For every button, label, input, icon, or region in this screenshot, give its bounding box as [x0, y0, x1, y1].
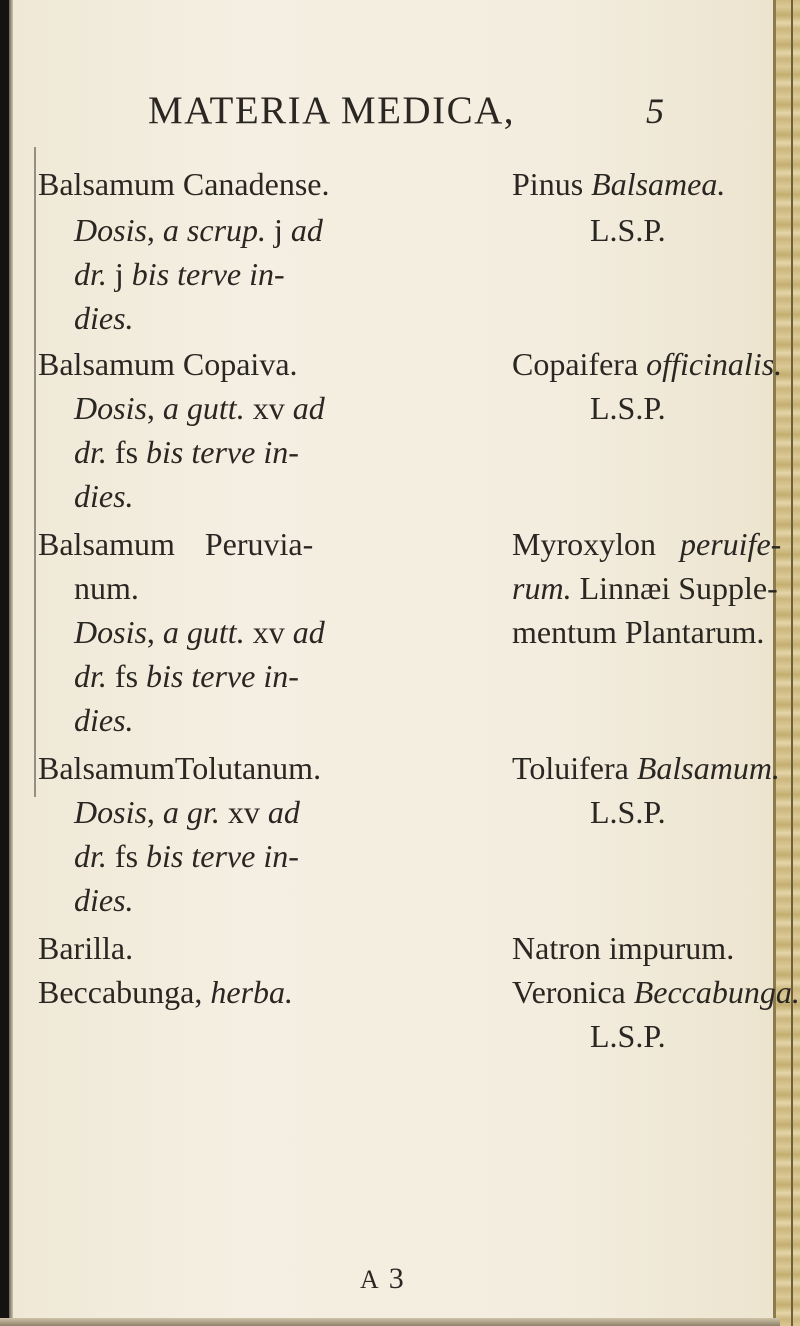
- source-line: Toluifera Balsamum.: [512, 750, 780, 786]
- dosis-line: dies.: [74, 300, 134, 336]
- left-margin-rule: [34, 147, 36, 797]
- source-line: Pinus Balsamea.: [512, 166, 726, 202]
- dosis-line: dr. j bis terve in-: [74, 256, 285, 292]
- entry-name: Barilla.: [38, 930, 134, 966]
- left-page-edge: [9, 0, 13, 1326]
- source-line: Veronica Beccabunga.: [512, 974, 800, 1010]
- dosis-line: dr. fs bis terve in-: [74, 658, 299, 694]
- dosis-line: dr. fs bis terve in-: [74, 434, 299, 470]
- dosis-line: Dosis, a gutt. xv ad: [74, 614, 325, 650]
- dosis-line: dr. fs bis terve in-: [74, 838, 299, 874]
- signature-letter: A: [360, 1265, 379, 1294]
- page-number: 5: [646, 91, 664, 131]
- dosis-line: Dosis, a gr. xv ad: [74, 794, 300, 830]
- running-header: [0, 88, 780, 138]
- source-abbrev: L.S.P.: [590, 794, 666, 830]
- dosis-line: Dosis, a scrup. j ad: [74, 212, 323, 248]
- signature-mark: [360, 1262, 404, 1296]
- right-page-edge-line-outer: [791, 0, 793, 1326]
- source-abbrev: L.S.P.: [590, 212, 666, 248]
- entry-name: Balsamum Peruvia-: [38, 526, 314, 562]
- source-line: mentum Plantarum.: [512, 614, 765, 650]
- bottom-page-edge: [0, 1318, 780, 1326]
- signature-number: 3: [388, 1262, 404, 1295]
- dosis-line: Dosis, a gutt. xv ad: [74, 390, 325, 426]
- entry-name: Balsamum Copaiva.: [38, 346, 298, 382]
- source-line: rum. Linnæi Supple-: [512, 570, 778, 606]
- source-line: Copaifera officinalis.: [512, 346, 783, 382]
- entry-name: Balsamum Canadense.: [38, 166, 330, 202]
- entry-name: Beccabunga, herba.: [38, 974, 294, 1010]
- left-binding-shadow: [0, 0, 9, 1326]
- source-line: Natron impurum.: [512, 930, 735, 966]
- source-line: Myroxylon peruife-: [512, 526, 782, 562]
- page-title: MATERIA MEDICA,: [148, 89, 516, 132]
- entry-name: BalsamumTolutanum.: [38, 750, 322, 786]
- dosis-line: dies.: [74, 702, 134, 738]
- entry-name-cont: num.: [74, 570, 139, 606]
- right-page-stack: [774, 0, 800, 1326]
- source-abbrev: L.S.P.: [590, 390, 666, 426]
- dosis-line: dies.: [74, 478, 134, 514]
- right-page-edge-line: [773, 0, 776, 1326]
- dosis-line: dies.: [74, 882, 134, 918]
- source-abbrev: L.S.P.: [590, 1018, 666, 1054]
